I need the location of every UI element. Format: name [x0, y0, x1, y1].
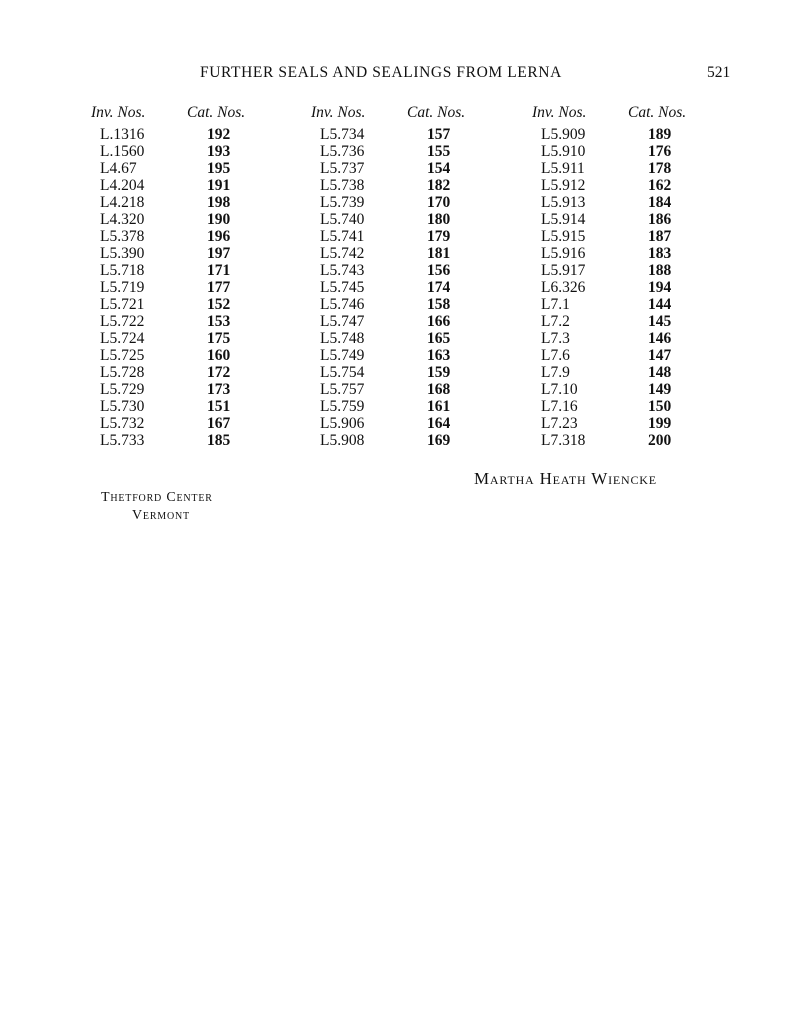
catalogue-number: 147	[648, 347, 672, 364]
catalogue-number: 198	[207, 194, 231, 211]
inventory-number: L5.745	[320, 279, 365, 296]
catalogue-number: 152	[207, 296, 231, 313]
catalogue-number: 196	[207, 228, 231, 245]
concordance-rows	[320, 126, 520, 449]
table-row	[541, 381, 741, 398]
table-row	[541, 177, 741, 194]
table-row	[320, 381, 520, 398]
inventory-number: L7.3	[541, 330, 570, 347]
catalogue-number: 177	[207, 279, 231, 296]
table-row	[100, 143, 300, 160]
catalogue-number: 175	[207, 330, 231, 347]
inventory-number: L5.718	[100, 262, 145, 279]
table-row	[320, 279, 520, 296]
inv-nos-header: Inv. Nos.	[311, 104, 366, 121]
catalogue-number: 184	[648, 194, 672, 211]
catalogue-number: 149	[648, 381, 672, 398]
cat-nos-header: Cat. Nos.	[407, 104, 466, 121]
table-row	[100, 364, 300, 381]
table-row	[320, 398, 520, 415]
inventory-number: L7.23	[541, 415, 578, 432]
inventory-number: L5.736	[320, 143, 365, 160]
inventory-number: L5.911	[541, 160, 585, 177]
inventory-number: L5.738	[320, 177, 365, 194]
catalogue-number: 162	[648, 177, 672, 194]
inventory-number: L5.742	[320, 245, 365, 262]
catalogue-number: 172	[207, 364, 231, 381]
catalogue-number: 179	[427, 228, 451, 245]
inventory-number: L5.759	[320, 398, 365, 415]
table-row	[320, 194, 520, 211]
table-row	[320, 177, 520, 194]
catalogue-number: 168	[427, 381, 451, 398]
table-row	[541, 398, 741, 415]
table-row	[541, 347, 741, 364]
table-row	[320, 432, 520, 449]
catalogue-number: 197	[207, 245, 231, 262]
table-row	[100, 347, 300, 364]
catalogue-number: 145	[648, 313, 672, 330]
inventory-number: L5.728	[100, 364, 145, 381]
inventory-number: L4.218	[100, 194, 145, 211]
inventory-number: L5.725	[100, 347, 145, 364]
concordance-rows	[541, 126, 741, 449]
inventory-number: L.1316	[100, 126, 145, 143]
table-row	[320, 126, 520, 143]
inventory-number: L4.67	[100, 160, 137, 177]
table-row	[320, 143, 520, 160]
table-row	[100, 432, 300, 449]
catalogue-number: 153	[207, 313, 231, 330]
catalogue-number: 183	[648, 245, 672, 262]
catalogue-number: 182	[427, 177, 451, 194]
column-header-row	[532, 104, 741, 124]
table-row	[541, 330, 741, 347]
catalogue-number: 176	[648, 143, 672, 160]
table-row	[320, 415, 520, 432]
inventory-number: L4.204	[100, 177, 145, 194]
inventory-number: L5.719	[100, 279, 145, 296]
cat-nos-header: Cat. Nos.	[628, 104, 687, 121]
author-signature: Martha Heath Wiencke	[474, 469, 657, 488]
inventory-number: L5.916	[541, 245, 586, 262]
table-row	[320, 330, 520, 347]
inventory-number: L7.318	[541, 432, 586, 449]
inv-nos-header: Inv. Nos.	[532, 104, 587, 121]
table-row	[541, 194, 741, 211]
table-row	[541, 364, 741, 381]
cat-nos-header: Cat. Nos.	[187, 104, 246, 121]
inventory-number: L5.724	[100, 330, 145, 347]
catalogue-number: 190	[207, 211, 231, 228]
table-row	[320, 160, 520, 177]
page-number: 521	[707, 64, 731, 81]
catalogue-number: 199	[648, 415, 672, 432]
table-row	[541, 313, 741, 330]
catalogue-number: 163	[427, 347, 451, 364]
catalogue-number: 193	[207, 143, 231, 160]
catalogue-number: 173	[207, 381, 231, 398]
catalogue-number: 161	[427, 398, 451, 415]
table-row	[100, 211, 300, 228]
table-row	[100, 194, 300, 211]
catalogue-number: 187	[648, 228, 672, 245]
catalogue-number: 174	[427, 279, 451, 296]
table-row	[320, 228, 520, 245]
catalogue-number: 154	[427, 160, 451, 177]
inventory-number: L5.721	[100, 296, 145, 313]
catalogue-number: 167	[207, 415, 231, 432]
catalogue-number: 156	[427, 262, 451, 279]
concordance-rows	[100, 126, 300, 449]
table-row	[320, 313, 520, 330]
catalogue-number: 160	[207, 347, 231, 364]
table-row	[541, 415, 741, 432]
table-row	[100, 313, 300, 330]
table-row	[100, 381, 300, 398]
catalogue-number: 180	[427, 211, 451, 228]
table-row	[320, 296, 520, 313]
inventory-number: L5.732	[100, 415, 145, 432]
table-row	[100, 245, 300, 262]
inventory-number: L5.378	[100, 228, 145, 245]
table-row	[320, 211, 520, 228]
table-row	[320, 262, 520, 279]
inventory-number: L7.16	[541, 398, 578, 415]
catalogue-number: 144	[648, 296, 672, 313]
table-row	[100, 262, 300, 279]
table-row	[541, 211, 741, 228]
inventory-number: L7.1	[541, 296, 570, 313]
inventory-number: L5.737	[320, 160, 365, 177]
table-row	[541, 126, 741, 143]
inventory-number: L5.739	[320, 194, 365, 211]
inventory-number: L5.917	[541, 262, 586, 279]
table-row	[541, 279, 741, 296]
inventory-number: L4.320	[100, 211, 145, 228]
catalogue-number: 165	[427, 330, 451, 347]
column-header-row	[311, 104, 520, 124]
author-address	[101, 489, 213, 525]
inventory-number: L5.390	[100, 245, 145, 262]
table-row	[100, 279, 300, 296]
inventory-number: L5.747	[320, 313, 365, 330]
catalogue-number: 157	[427, 126, 451, 143]
table-row	[320, 347, 520, 364]
inventory-number: L5.748	[320, 330, 365, 347]
inventory-number: L5.743	[320, 262, 365, 279]
concordance-group-3	[532, 104, 741, 449]
inventory-number: L5.910	[541, 143, 586, 160]
table-row	[100, 177, 300, 194]
catalogue-number: 166	[427, 313, 451, 330]
catalogue-number: 164	[427, 415, 451, 432]
concordance-group-2	[311, 104, 520, 449]
catalogue-number: 200	[648, 432, 672, 449]
table-row	[100, 228, 300, 245]
inventory-number: L5.729	[100, 381, 145, 398]
catalogue-number: 192	[207, 126, 231, 143]
table-row	[541, 432, 741, 449]
catalogue-number: 194	[648, 279, 672, 296]
table-row	[100, 415, 300, 432]
catalogue-number: 191	[207, 177, 231, 194]
inventory-number: L7.6	[541, 347, 570, 364]
address-line-1: Thetford Center	[101, 490, 213, 505]
catalogue-number: 158	[427, 296, 451, 313]
inventory-number: L5.908	[320, 432, 365, 449]
inventory-number: L5.740	[320, 211, 365, 228]
catalogue-number: 181	[427, 245, 451, 262]
inventory-number: L5.915	[541, 228, 586, 245]
catalogue-number: 189	[648, 126, 672, 143]
catalogue-number: 170	[427, 194, 451, 211]
table-row	[320, 364, 520, 381]
catalogue-number: 186	[648, 211, 672, 228]
catalogue-number: 178	[648, 160, 672, 177]
inventory-number: L5.734	[320, 126, 365, 143]
inventory-number: L5.913	[541, 194, 586, 211]
inventory-number: L5.741	[320, 228, 365, 245]
inv-nos-header: Inv. Nos.	[91, 104, 146, 121]
catalogue-number: 151	[207, 398, 231, 415]
catalogue-number: 148	[648, 364, 672, 381]
catalogue-number: 169	[427, 432, 451, 449]
table-row	[541, 228, 741, 245]
inventory-number: L5.757	[320, 381, 365, 398]
inventory-number: L7.9	[541, 364, 570, 381]
inventory-number: L6.326	[541, 279, 586, 296]
inventory-number: L5.746	[320, 296, 365, 313]
inventory-number: L5.906	[320, 415, 365, 432]
table-row	[541, 296, 741, 313]
inventory-number: L5.912	[541, 177, 586, 194]
inventory-number: L5.914	[541, 211, 586, 228]
inventory-number: L7.2	[541, 313, 570, 330]
table-row	[541, 160, 741, 177]
catalogue-number: 150	[648, 398, 672, 415]
table-row	[541, 262, 741, 279]
catalogue-number: 159	[427, 364, 451, 381]
inventory-number: L.1560	[100, 143, 145, 160]
catalogue-number: 185	[207, 432, 231, 449]
column-header-row	[91, 104, 300, 124]
table-row	[100, 398, 300, 415]
inventory-number: L5.749	[320, 347, 365, 364]
inventory-number: L7.10	[541, 381, 578, 398]
table-row	[100, 160, 300, 177]
catalogue-number: 146	[648, 330, 672, 347]
table-row	[100, 126, 300, 143]
table-row	[100, 296, 300, 313]
catalogue-number: 195	[207, 160, 231, 177]
table-row	[541, 245, 741, 262]
catalogue-number: 155	[427, 143, 451, 160]
inventory-number: L5.754	[320, 364, 365, 381]
inventory-number: L5.733	[100, 432, 145, 449]
inventory-number: L5.909	[541, 126, 586, 143]
inventory-number: L5.730	[100, 398, 145, 415]
catalogue-number: 188	[648, 262, 672, 279]
table-row	[100, 330, 300, 347]
address-line-2: Vermont	[132, 508, 190, 523]
inventory-number: L5.722	[100, 313, 145, 330]
table-row	[541, 143, 741, 160]
concordance-group-1	[91, 104, 300, 449]
catalogue-number: 171	[207, 262, 231, 279]
running-head: FURTHER SEALS AND SEALINGS FROM LERNA	[200, 64, 562, 81]
table-row	[320, 245, 520, 262]
